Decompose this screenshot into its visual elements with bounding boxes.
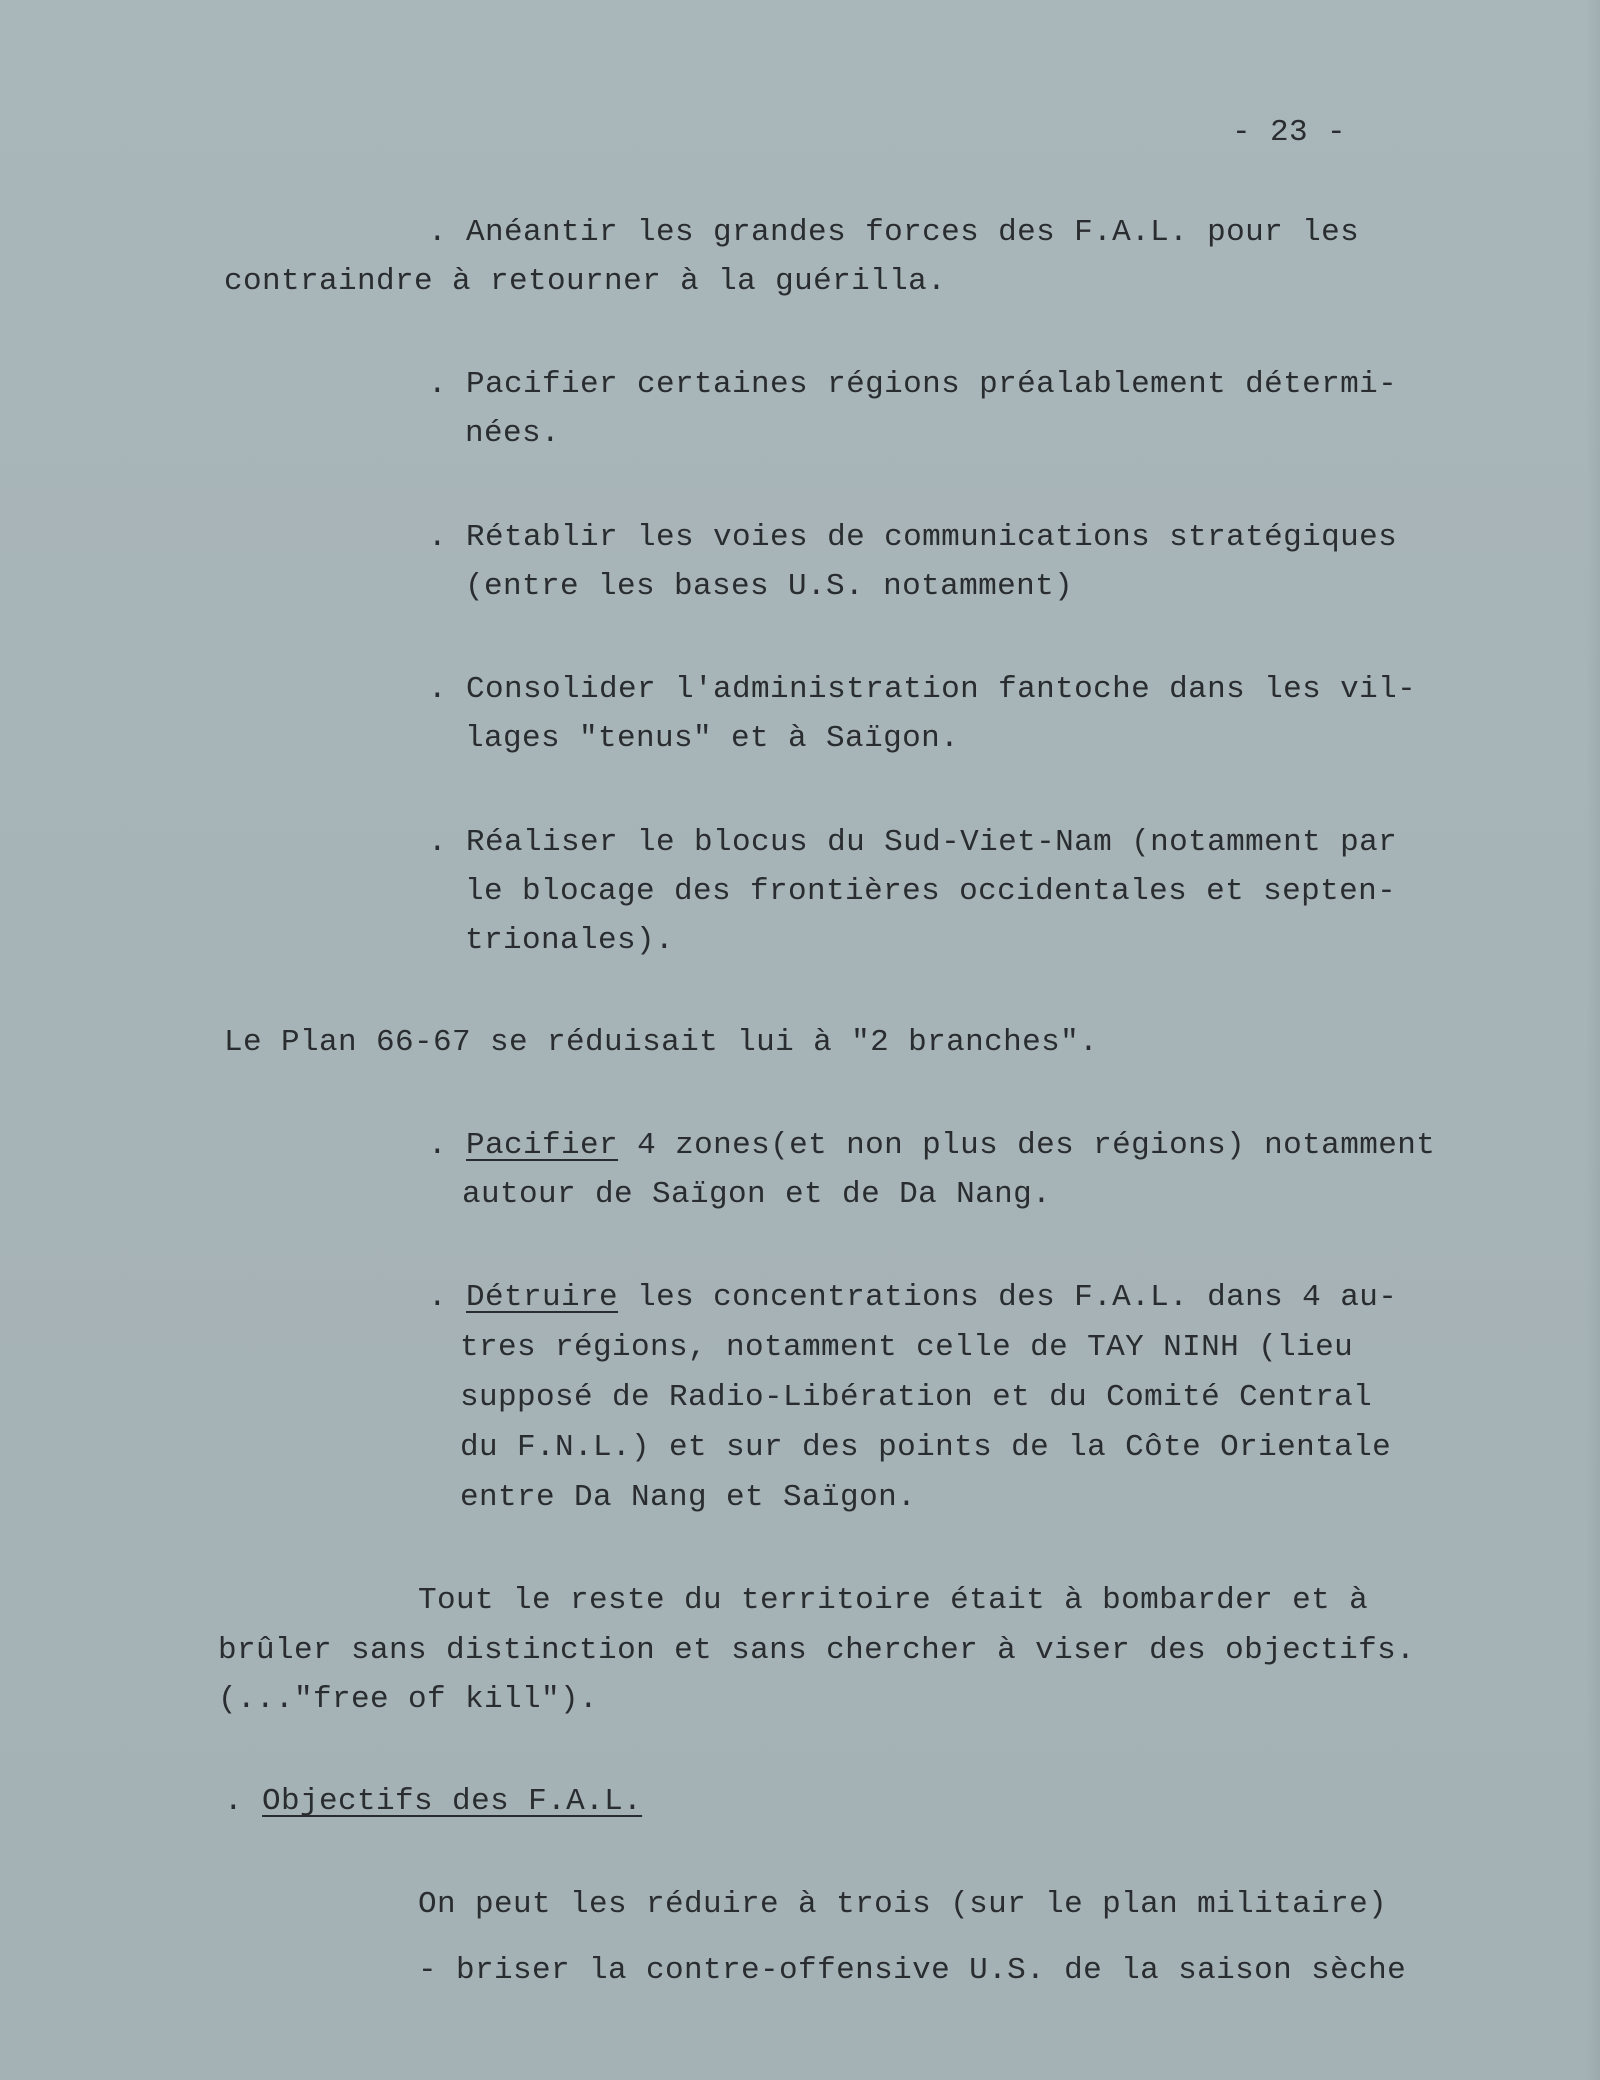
rest-line-3: (..."free of kill"). xyxy=(218,1682,599,1717)
objectives-line-1: On peut les réduire à trois (sur le plan militaire) xyxy=(418,1887,1388,1922)
rest-line-1: Tout le reste du territoire était à bombarder et à xyxy=(418,1583,1369,1618)
bullet-2-line-1: . Pacifier certaines régions préalablement détermi- xyxy=(428,367,1398,402)
bullet-4-line-1: . Consolider l'administration fantoche dans les vil- xyxy=(428,672,1417,707)
rest-line-2: brûler sans distinction et sans chercher à viser des objectifs. xyxy=(218,1633,1416,1668)
bullet-2-line-2: nées. xyxy=(465,416,561,451)
bullet-1-line-1: . Anéantir les grandes forces des F.A.L. pour les xyxy=(428,215,1360,250)
heading-dot: . xyxy=(224,1784,244,1819)
bullet-1-line-2: contraindre à retourner à la guérilla. xyxy=(224,264,947,299)
bullet-6-keyword: Pacifier xyxy=(466,1128,619,1163)
bullet-3-line-1: . Rétablir les voies de communications stratégiques xyxy=(428,520,1398,555)
bullet-7-line-5: entre Da Nang et Saïgon. xyxy=(460,1480,917,1515)
page-number: - 23 - xyxy=(1232,115,1347,150)
bullet-6-rest: 4 zones(et non plus des régions) notamment xyxy=(637,1128,1436,1163)
bullet-7-rest: les concentrations des F.A.L. dans 4 au- xyxy=(637,1280,1398,1315)
heading-text: Objectifs des F.A.L. xyxy=(262,1784,643,1819)
bullet-6-dot: . xyxy=(428,1128,448,1163)
section-heading xyxy=(224,1777,642,1827)
bullet-7-line-4: du F.N.L.) et sur des points de la Côte Orientale xyxy=(460,1430,1392,1465)
bullet-7-line-3: supposé de Radio-Libération et du Comité Central xyxy=(460,1380,1373,1415)
bullet-6-line-1 xyxy=(428,1121,1435,1171)
bullet-7-dot: . xyxy=(428,1280,448,1315)
bullet-6-line-2: autour de Saïgon et de Da Nang. xyxy=(462,1177,1052,1212)
bullet-5-line-3: trionales). xyxy=(465,923,675,958)
bullet-7-keyword: Détruire xyxy=(466,1280,619,1315)
objectives-line-2: - briser la contre-offensive U.S. de la saison sèche xyxy=(418,1953,1407,1988)
bullet-5-line-2: le blocage des frontières occidentales et septen- xyxy=(465,874,1397,909)
bullet-4-line-2: lages "tenus" et à Saïgon. xyxy=(465,721,960,756)
bullet-7-line-2: tres régions, notamment celle de TAY NINH (lieu xyxy=(460,1330,1354,1365)
bullet-7-line-1 xyxy=(428,1273,1397,1323)
bullet-5-line-1: . Réaliser le blocus du Sud-Viet-Nam (notamment par xyxy=(428,825,1398,860)
paper-edge-shadow xyxy=(1586,0,1600,2080)
plan-paragraph: Le Plan 66-67 se réduisait lui à "2 branches". xyxy=(224,1025,1099,1060)
bullet-3-line-2: (entre les bases U.S. notamment) xyxy=(465,569,1074,604)
